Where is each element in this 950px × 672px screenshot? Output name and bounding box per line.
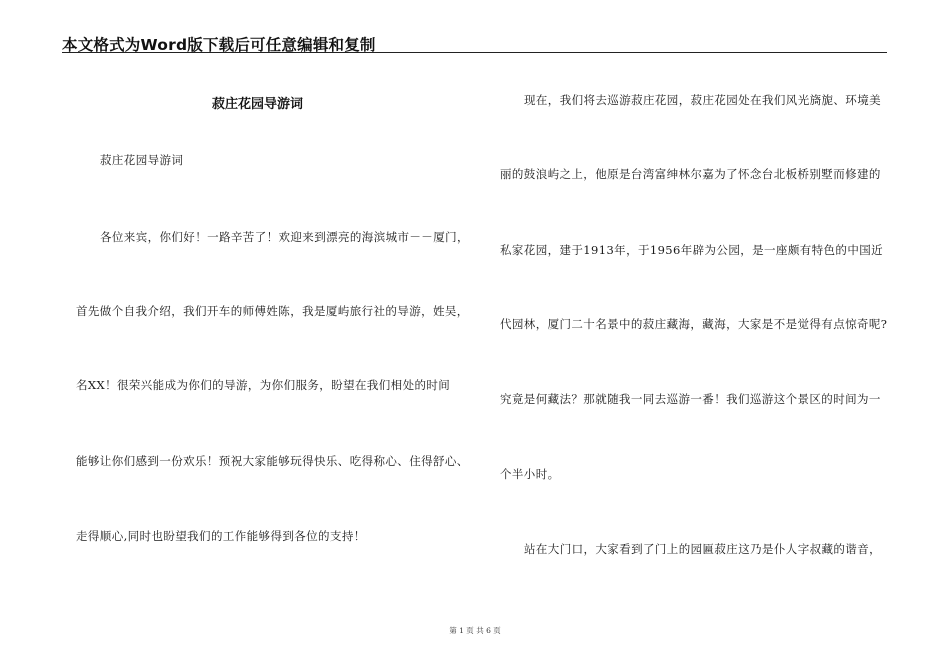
- paragraph-line: 站在大门口，大家看到了门上的园匾菽庄这乃是仆人字叔藏的谐音，: [524, 542, 881, 556]
- page-number-footer: 第 1 页 共 6 页: [449, 626, 501, 635]
- paragraph-line: 现在，我们将去巡游菽庄花园，菽庄花园处在我们风光旖旎、环境美: [524, 93, 881, 107]
- document-title: 菽庄花园导游词: [212, 97, 304, 112]
- document-header-banner: 本文格式为Word版下载后可任意编辑和复制: [62, 36, 376, 54]
- paragraph-line: 各位来宾，你们好！一路辛苦了！欢迎来到漂亮的海滨城市－－厦门，: [100, 230, 469, 244]
- paragraph-line: 走得顺心,同时也盼望我们的工作能够得到各位的支持！: [76, 529, 366, 543]
- paragraph-line: 代园林，厦门二十名景中的菽庄藏海，藏海，大家是不是觉得有点惊奇呢?: [500, 317, 888, 331]
- paragraph-line: 名XX！很荣兴能成为你们的导游，为你们服务，盼望在我们相处的时间: [76, 378, 451, 392]
- paragraph-line: 究竟是何藏法？那就随我一同去巡游一番！我们巡游这个景区的时间为一: [500, 392, 881, 406]
- paragraph-line: 首先做个自我介绍，我们开车的师傅姓陈，我是厦屿旅行社的导游，姓吴，: [76, 304, 469, 318]
- paragraph-line: 菽庄花园导游词: [100, 153, 184, 167]
- header-divider: [62, 52, 887, 53]
- paragraph-line: 个半小时。: [500, 467, 560, 481]
- paragraph-line: 私家花园，建于1913年，于1956年辟为公园，是一座颇有特色的中国近: [500, 243, 884, 257]
- paragraph-line: 丽的鼓浪屿之上，他原是台湾富绅林尔嘉为了怀念台北板桥别墅而修建的: [500, 167, 881, 181]
- paragraph-line: 能够让你们感到一份欢乐！预祝大家能够玩得快乐、吃得称心、住得舒心、: [76, 454, 469, 468]
